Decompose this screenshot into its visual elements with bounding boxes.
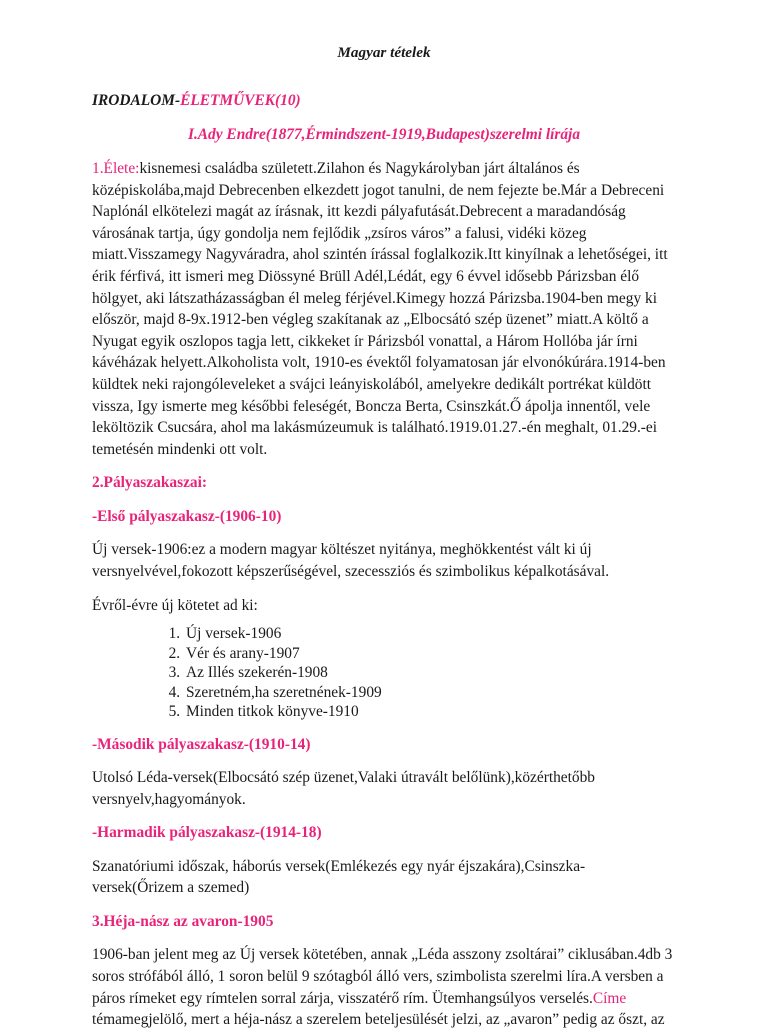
volumes-intro: Évről-évre új kötetet ad ki: xyxy=(92,596,258,614)
life-text: kisnemesi családba született.Zilahon és Nagykárolyban járt általános és középiskolába,majd Debrecenben elkezdett jogot tanulni, de nem fejezte be.Már a Debreceni Naplónál elkötelezi magát az írásnak, itt kezdi pályafutását.Debrecent a maradandóság városának tartja, úgy gondolja nem fejlődik „zsíros város” a falusi, vidéki közeg miatt.Visszamegy Nagyváradra, ahol szintén írással foglalkozik.Itt kinyílnak a lehetőségei, itt érik férfivá, itt ismeri meg Diössyné Brüll Adél,Lédát, egy 6 évvel idősebb Párizsban élő hölgyet, aki látszatházasságban él meleg férjével.Kimegy hozzá Párizsba.1904-ben megy ki először, majd 8-9x.1912-ben végleg szakítanak az „Elbocsátó szép üzenet” miatt.A költő a Nyugat egyik oszlopos tagja lett, cikkeket ír Párizsból vonattal, a Három Hollóba jár írni kávéházak helyett.Alkoholista volt, 1910-es évektől folyamatosan jár elvonókúrára.1914-ben küldtek neki rajongóleveleket a svájci leányiskolából, amelyekre dedikált portrékat küldött vissza, Igy ismerte meg későbbi feleségét, Boncza Berta, Csinszkát.Ő ápolja innentől, vele leköltözik Csucsára, ahol ma lakásmúzeumuk is található.1919.01.27.-én meghalt, 01.29.-ei temetésén mindenki ott volt. xyxy=(92,160,668,458)
subtitle: I.Ady Endre(1877,Érmindszent-1919,Budapest)szerelmi lírája xyxy=(187,126,581,143)
section-title-prefix: IRODALOM- xyxy=(92,92,181,109)
first-period-heading: -Első pályaszakasz-(1906-10) xyxy=(92,507,282,525)
third-period-text: Szanatóriumi időszak, háborús versek(Emlékezés egy nyár éjszakára),Csinszka-versek(Őrizem a szemed) xyxy=(92,857,586,897)
poem-paragraph xyxy=(92,944,676,1030)
list-item: 4. Szeretném,ha szeretnének-1909 xyxy=(184,683,676,703)
section-title-highlight: ÉLETMŰVEK(10) xyxy=(180,92,301,109)
second-period-text: Utolsó Léda-versek(Elbocsátó szép üzenet,Valaki útravált belőlünk),közérthetőbb versnyelv,hagyományok. xyxy=(92,769,596,808)
poem-text-after: témamegjelölő, mert a héja-nász a szerelem beteljesülését jelzi, az „avaron” pedig az őszt, az xyxy=(92,1011,665,1029)
first-period-text: Új versek-1906:ez a modern magyar költészet nyitánya, meghökkentést vált ki új versnyelvével,fokozott képszerűségével, szecessziós és szimbolikus képalkotásával. xyxy=(92,541,610,580)
section-title xyxy=(92,90,676,112)
life-label: 1.Élete: xyxy=(92,160,140,177)
poem-text-before: 1906-ban jelent meg az Új versek kötetében, annak „Léda asszony zsoltárai” ciklusában.4db 3 soros strófából álló, 1 soron belül 9 szótagból álló vers, szimbolista szerelmi líra.A versben a páros rímeket egy rímtelen sorral zárja, visszatérő rím. Ütemhangsúlyos verselés. xyxy=(92,946,673,1007)
page-header-title: Magyar tételek xyxy=(337,44,431,61)
third-period-heading: -Harmadik pályaszakasz-(1914-18) xyxy=(92,824,322,842)
life-paragraph xyxy=(92,158,676,460)
volumes-list xyxy=(92,624,676,722)
poem-title-highlight: Címe xyxy=(592,989,627,1007)
list-item: 1. Új versek-1906 xyxy=(184,624,676,644)
list-item: 5. Minden titkok könyve-1910 xyxy=(184,702,676,722)
list-item: 2. Vér és arany-1907 xyxy=(184,644,676,664)
list-item: 3. Az Illés szekerén-1908 xyxy=(184,663,676,683)
second-period-heading: -Második pályaszakasz-(1910-14) xyxy=(92,735,311,753)
career-heading: 2.Pályaszakaszai: xyxy=(92,474,207,492)
poem-heading: 3.Héja-nász az avaron-1905 xyxy=(92,912,274,930)
